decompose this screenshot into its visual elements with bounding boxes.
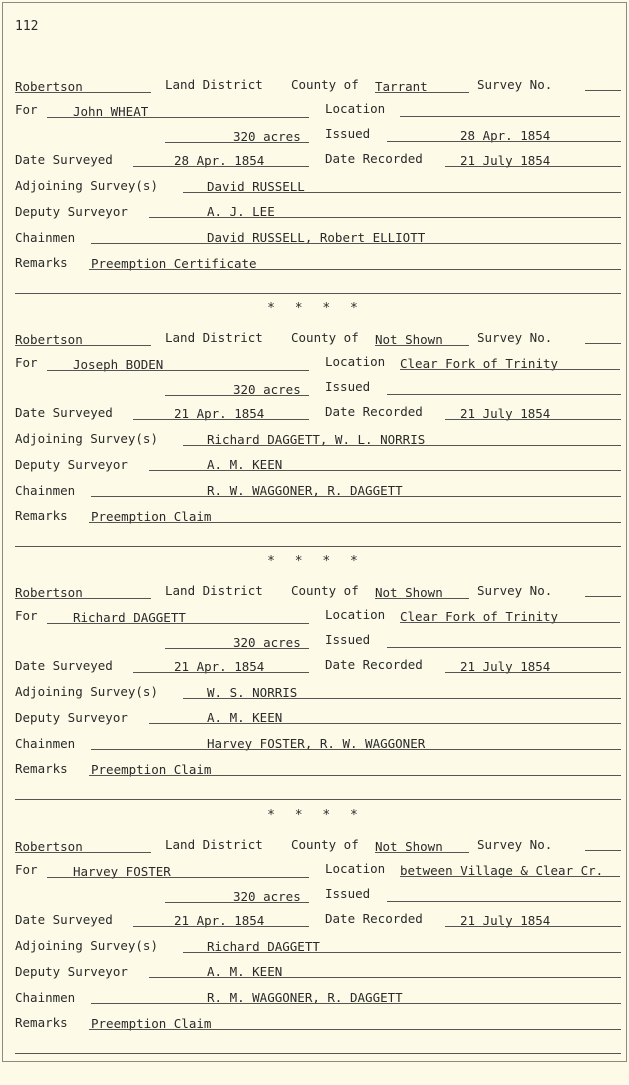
remarks-underline [89,775,621,776]
chainmen-label: Chainmen [15,736,76,751]
adjoining-underline [183,445,621,446]
location-value: Clear Fork of Trinity [400,356,559,371]
document-page [2,2,627,1062]
date-surveyed-underline [133,419,309,420]
date-surveyed-underline [133,672,309,673]
survey-record [3,581,628,831]
record-separator: * * * * [267,554,364,569]
grantee-value: Richard DAGGETT [73,610,186,625]
survey-record [3,328,628,578]
land-district-label: Land District [165,583,263,598]
grantee-value: John WHEAT [73,104,149,119]
location-value: Clear Fork of Trinity [400,609,559,624]
date-surveyed-label: Date Surveyed [15,405,113,420]
land-district-label: Land District [165,77,263,92]
county-underline [375,345,469,346]
location-label: Location [325,607,386,622]
issued-label: Issued [325,886,371,901]
date-recorded-label: Date Recorded [325,404,423,419]
county-value: Not Shown [375,839,443,854]
district-underline [15,852,151,853]
remarks-continuation-line [15,799,621,800]
remarks-value: Preemption Claim [91,1016,212,1031]
deputy-label: Deputy Surveyor [15,457,128,472]
county-underline [375,598,469,599]
remarks-label: Remarks [15,761,68,776]
survey-no-underline [585,90,621,91]
location-underline [400,116,620,117]
remarks-label: Remarks [15,255,68,270]
date-surveyed-label: Date Surveyed [15,152,113,167]
for-label: For [15,102,38,117]
remarks-value: Preemption Claim [91,509,212,524]
survey-record [3,835,628,1085]
acres-underline [165,902,309,903]
county-value: Not Shown [375,585,443,600]
grantee-value: Joseph BODEN [73,357,164,372]
deputy-label: Deputy Surveyor [15,964,128,979]
county-of-label: County of [291,583,359,598]
acres-value: 320 acres [233,382,301,397]
date-recorded-value: 21 July 1854 [460,153,551,168]
chainmen-underline [91,1003,621,1004]
county-value: Tarrant [375,79,428,94]
grantee-underline [47,623,309,624]
district-value: Robertson [15,585,83,600]
adjoining-value: W. S. NORRIS [207,685,298,700]
adjoining-underline [183,192,621,193]
county-underline [375,852,469,853]
date-recorded-label: Date Recorded [325,151,423,166]
chainmen-underline [91,749,621,750]
land-district-label: Land District [165,837,263,852]
chainmen-value: R. W. WAGGONER, R. DAGGETT [207,483,403,498]
remarks-continuation-line [15,546,621,547]
issued-underline [387,394,621,395]
date-recorded-underline [445,926,621,927]
grantee-underline [47,877,309,878]
chainmen-value: R. M. WAGGONER, R. DAGGETT [207,990,403,1005]
date-recorded-value: 21 July 1854 [460,406,551,421]
county-value: Not Shown [375,332,443,347]
deputy-value: A. J. LEE [207,204,275,219]
remarks-continuation-line [15,293,621,294]
date-surveyed-label: Date Surveyed [15,658,113,673]
deputy-underline [149,723,621,724]
remarks-value: Preemption Certificate [91,256,257,271]
survey-no-label: Survey No. [477,837,553,852]
location-label: Location [325,861,386,876]
remarks-underline [89,269,621,270]
for-label: For [15,355,38,370]
chainmen-underline [91,496,621,497]
location-underline [400,622,620,623]
location-label: Location [325,101,386,116]
date-surveyed-value: 21 Apr. 1854 [174,913,265,928]
grantee-value: Harvey FOSTER [73,864,171,879]
acres-underline [165,395,309,396]
chainmen-label: Chainmen [15,483,76,498]
acres-value: 320 acres [233,129,301,144]
chainmen-underline [91,243,621,244]
date-recorded-label: Date Recorded [325,657,423,672]
county-of-label: County of [291,77,359,92]
for-label: For [15,608,38,623]
remarks-underline [89,1029,621,1030]
remarks-label: Remarks [15,1015,68,1030]
deputy-underline [149,470,621,471]
acres-underline [165,648,309,649]
deputy-value: A. M. KEEN [207,710,283,725]
for-label: For [15,862,38,877]
grantee-underline [47,117,309,118]
location-label: Location [325,354,386,369]
chainmen-value: David RUSSELL, Robert ELLIOTT [207,230,426,245]
adjoining-label: Adjoining Survey(s) [15,938,158,953]
deputy-label: Deputy Surveyor [15,204,128,219]
acres-value: 320 acres [233,635,301,650]
date-recorded-underline [445,166,621,167]
survey-no-label: Survey No. [477,583,553,598]
adjoining-label: Adjoining Survey(s) [15,178,158,193]
date-surveyed-value: 21 Apr. 1854 [174,659,265,674]
acres-value: 320 acres [233,889,301,904]
district-underline [15,92,151,93]
location-underline [400,876,620,877]
survey-no-underline [585,343,621,344]
remarks-value: Preemption Claim [91,762,212,777]
remarks-continuation-line [15,1053,621,1054]
remarks-label: Remarks [15,508,68,523]
date-recorded-label: Date Recorded [325,911,423,926]
issued-underline [387,647,621,648]
survey-no-label: Survey No. [477,77,553,92]
adjoining-underline [183,698,621,699]
issued-label: Issued [325,379,371,394]
date-surveyed-label: Date Surveyed [15,912,113,927]
district-value: Robertson [15,839,83,854]
remarks-underline [89,522,621,523]
adjoining-value: David RUSSELL [207,179,305,194]
record-separator: * * * * [267,808,364,823]
grantee-underline [47,370,309,371]
adjoining-value: Richard DAGGETT [207,939,320,954]
record-separator: * * * * [267,301,364,316]
date-surveyed-value: 28 Apr. 1854 [174,153,265,168]
deputy-value: A. M. KEEN [207,964,283,979]
acres-underline [165,142,309,143]
district-value: Robertson [15,79,83,94]
date-recorded-value: 21 July 1854 [460,913,551,928]
survey-no-underline [585,850,621,851]
county-underline [375,92,469,93]
county-of-label: County of [291,330,359,345]
adjoining-label: Adjoining Survey(s) [15,431,158,446]
district-underline [15,345,151,346]
chainmen-value: Harvey FOSTER, R. W. WAGGONER [207,736,426,751]
page-number: 112 [15,19,39,34]
district-underline [15,598,151,599]
adjoining-value: Richard DAGGETT, W. L. NORRIS [207,432,426,447]
deputy-underline [149,217,621,218]
chainmen-label: Chainmen [15,990,76,1005]
chainmen-label: Chainmen [15,230,76,245]
location-value: between Village & Clear Cr. [400,863,604,878]
adjoining-underline [183,952,621,953]
survey-no-underline [585,596,621,597]
deputy-label: Deputy Surveyor [15,710,128,725]
date-surveyed-value: 21 Apr. 1854 [174,406,265,421]
date-surveyed-underline [133,166,309,167]
date-surveyed-underline [133,926,309,927]
issued-underline [387,141,621,142]
survey-record [3,75,628,325]
issued-label: Issued [325,126,371,141]
deputy-underline [149,977,621,978]
location-underline [400,369,620,370]
date-recorded-value: 21 July 1854 [460,659,551,674]
county-of-label: County of [291,837,359,852]
issued-value: 28 Apr. 1854 [460,128,551,143]
district-value: Robertson [15,332,83,347]
land-district-label: Land District [165,330,263,345]
issued-underline [387,901,621,902]
date-recorded-underline [445,672,621,673]
issued-label: Issued [325,632,371,647]
adjoining-label: Adjoining Survey(s) [15,684,158,699]
date-recorded-underline [445,419,621,420]
deputy-value: A. M. KEEN [207,457,283,472]
survey-no-label: Survey No. [477,330,553,345]
